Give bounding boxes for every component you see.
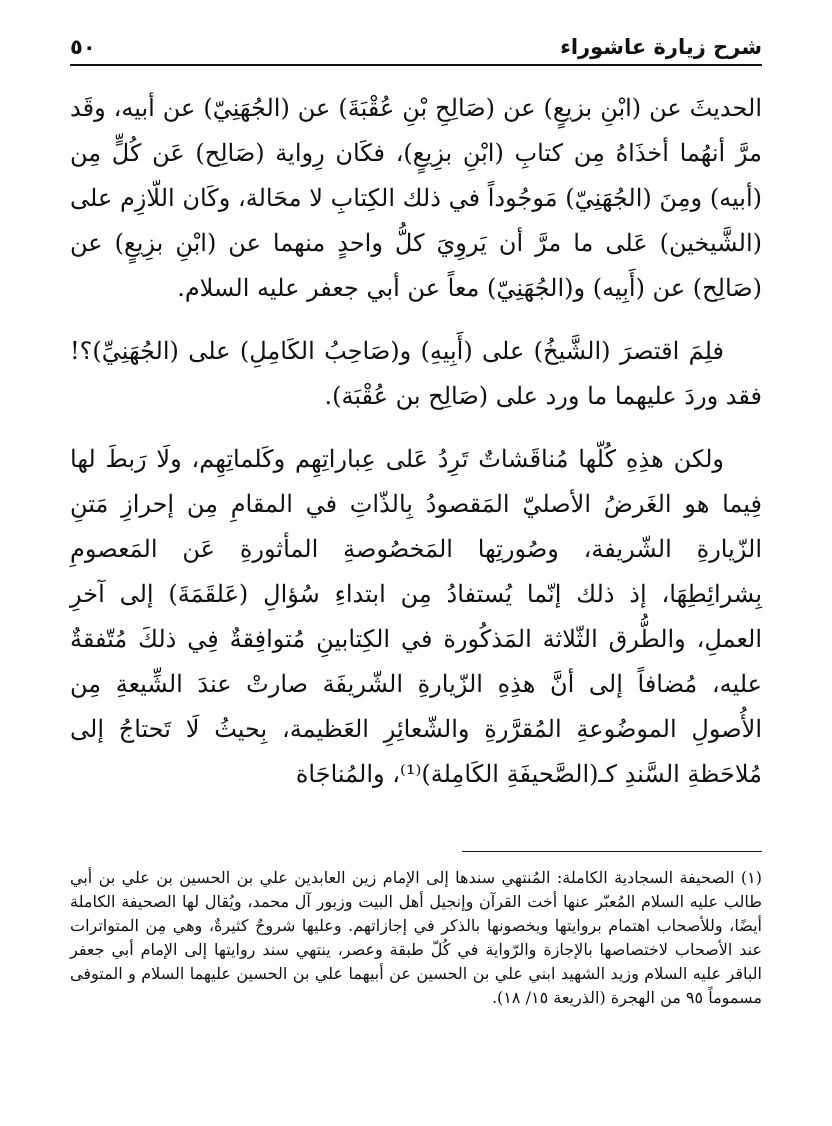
book-title: شرح زيارة عاشوراء <box>560 35 762 59</box>
footnote-separator <box>462 851 762 852</box>
paragraph-3: ولكن هذِهِ كُلّها مُناقَشاتٌ تَرِدُ عَلى عِباراتِهِم وكَلماتِهِم، ولَا رَبطَ لها فِيما هو الغَرضُ الأصليّ المَقصودُ بِالذّاتِ في المقامِ مِن إحرازِ مَتنِ الزّيارةِ الشّريفة، وصُورتِها المَخصُوصةِ المأثورةِ عَن المَعصومِ بِشرائِطِهَا، إذ ذلك إنّما يُستفادُ مِن ابتداءِ سُؤالِ (عَلقَمَةَ) إلى آخرِ العملِ، والطُّرق الثّلاثة المَذكُورة في الكِتابينِ مُتوافِقةٌ فِي ذلكَ مُتّفقةٌ عليه، مُضافاً إلى أنَّ هذِهِ الزّيارةِ الشّريفَة صارتْ عندَ الشِّيعةِ مِن الأُصولِ الموضُوعةِ المُقرَّرةِ والشّعائِرِ العَظيمة، بِحيثُ لَا تَحتاجُ إلى مُلاحَظةِ السَّندِ كـ(الصَّحيفَةِ الكَامِلة)⁽¹⁾، والمُناجَاة <box>70 445 763 788</box>
paragraph-2: فلِمَ اقتصرَ (الشَّيخُ) على (أَبِيهِ) و(صَاحِبُ الكَامِلِ) على (الجُهَنِيِّ)؟! فقد وردَ عليهما ما ورد على (صَالِح بن عُقْبَة). <box>70 337 762 410</box>
running-header <box>70 30 762 64</box>
header-rule <box>70 64 762 66</box>
paragraph-1: الحديثَ عن (ابْنِ بزيعٍ) عن (صَالِحِ بْنِ عُقْبَةَ) عن (الجُهَنِيّ) عن أبيه، وقَد مرَّ أنهُما أخذَاهُ مِن كتابِ (ابْنِ بزِيعٍ)، فكَان رِواية (صَالِح) عَن كُلٍّ مِن (أبيه) ومِنَ (الجُهَنِيّ) مَوجُوداً في ذلك الكِتابِ لا محَالة، وكَان اللّازِم على (الشَّيخين) عَلى ما مرَّ أن يَروِيَ كلُّ واحدٍ منهما عن (ابْنِ بزِيعٍ) عن (صَالِح) عن (أَبِيه) و(الجُهَنِيّ) معاً عن أبي جعفر عليه السلام. <box>70 94 762 302</box>
body-text <box>70 86 762 815</box>
footnote: (١) الصحيفة السجادية الكاملة: المُنتهي سندها إلى الإمام زين العابدين علي بن الحسين بن علي بن أبي طالب عليه السلام المُعبّر عنها أخت القرآن وإنجيل أهل البيت وزبور آل محمد، ويُقال لها الصحيفة الكاملة أيضًا، وللأصحاب اهتمام بروايتها ويخصونها بالذكر في إجازاتهم. وعليها شروحٌ كثيرةٌ، وهي مِن المتواترات عند الأصحاب لاختصاصها بالإجازة والرّواية في كُلّ طبقة وعصر، ينتهي سند روايتها إلى الإمام أبي جعفر الباقر عليه السلام وزيد الشهيد ابني علي بن الحسين عن أبيهما علي بن الحسين عليهما السلام و المتوفى مسموماً ٩٥ من الهجرة (الذريعة ١٥/ ١٨). <box>70 868 763 1007</box>
page-number: ٥٠ <box>70 35 96 59</box>
